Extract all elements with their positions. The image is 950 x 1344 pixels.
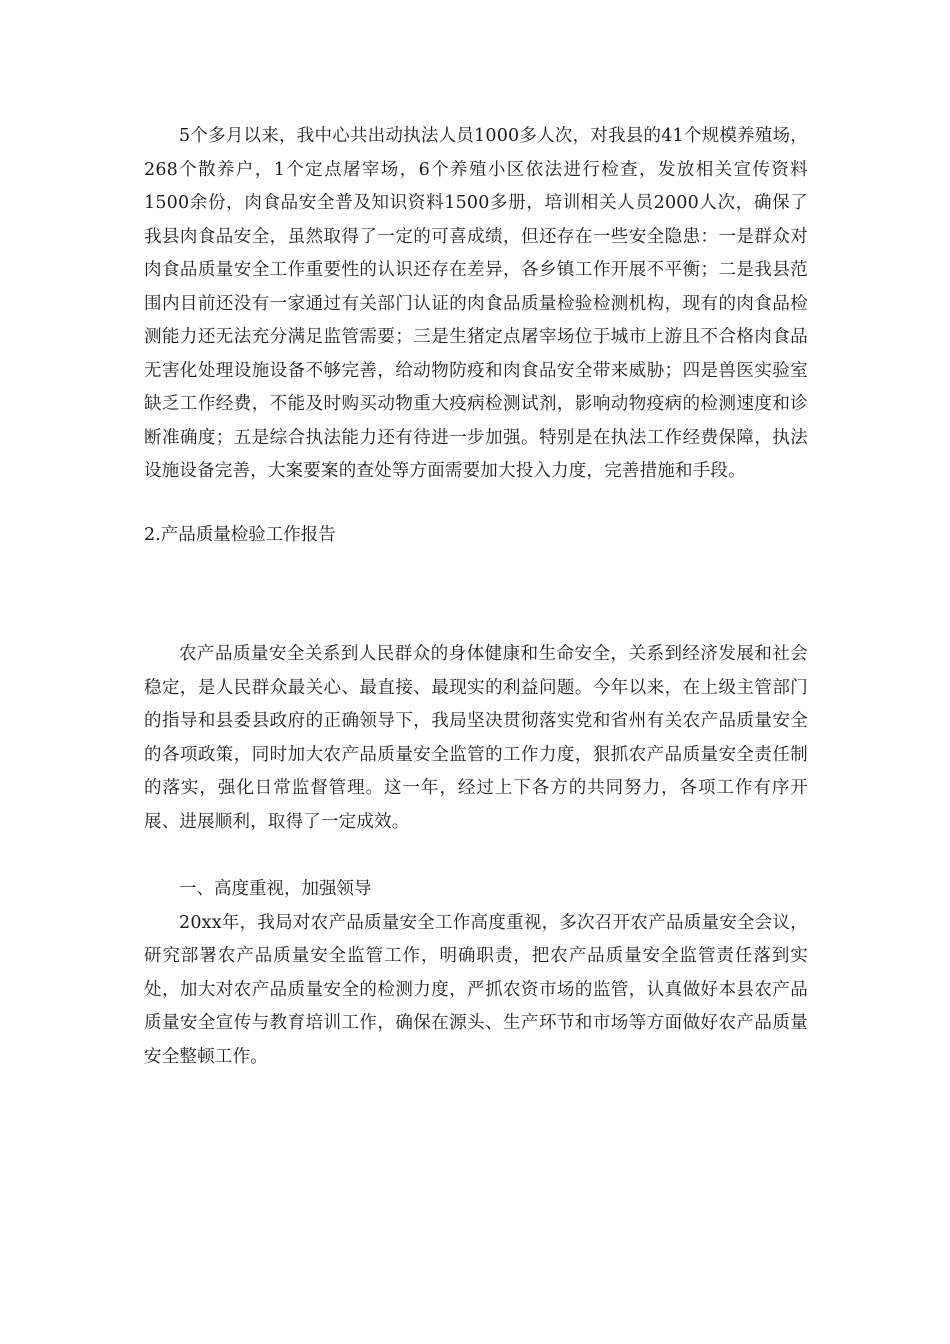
document-page bbox=[144, 120, 808, 1074]
paragraph-leadership-detail: 20xx年，我局对农产品质量安全工作高度重视，多次召开农产品质量安全会议，研究部署农产品质量安全监管工作，明确职责，把农产品质量安全监管责任落到实处，加大对农产品质量安全的检测力度，严抓农资市场的监管，认真做好本县农产品质量安全宣传与教育培训工作，确保在源头、生产环节和市场等方面做好农产品质量安全整顿工作。 bbox=[144, 912, 808, 1067]
paragraph-agri-product-intro: 农产品质量安全关系到人民群众的身体健康和生命安全，关系到经济发展和社会稳定，是人民群众最关心、最直接、最现实的利益问题。今年以来，在上级主管部门的指导和县委县政府的正确领导下，我局坚决贯彻落实党和省州有关农产品质量安全的各项政策，同时加大农产品质量安全监管的工作力度，狠抓农产品质量安全责任制的落实，强化日常监督管理。这一年，经过上下各方的共同努力，各项工作有序开展、进展顺利，取得了一定成效。 bbox=[144, 644, 808, 832]
subheading-leadership: 一、高度重视，加强领导 bbox=[179, 879, 372, 899]
section-heading: 2.产品质量检验工作报告 bbox=[144, 524, 336, 545]
paragraph-meat-safety-summary: 5个多月以来，我中心共出动执法人员1000多人次，对我县的41个规模养殖场，268个散养户，1个定点屠宰场，6个养殖小区依法进行检查，发放相关宣传资料1500余份，肉食品安全普及知识资料1500多册，培训相关人员2000人次，确保了我县肉食品安全，虽然取得了一定的可喜成绩，但还存在一些安全隐患：一是群众对肉食品质量安全工作重要性的认识还存在差异，各乡镇工作开展不平衡；二是我县范围内目前还没有一家通过有关部门认证的肉食品质量检验检测机构，现有的肉食品检测能力还无法充分满足监管需要；三是生猪定点屠宰场位于城市上游且不合格肉食品无害化处理设施设备不够完善，给动物防疫和肉食品安全带来威胁；四是兽医实验室缺乏工作经费，不能及时购买动物重大疫病检测试剂，影响动物疫病的检测速度和诊断准确度；五是综合执法能力还有待进一步加强。特别是在执法工作经费保障，执法设施设备完善，大案要案的查处等方面需要加大投入力度，完善措施和手段。 bbox=[144, 126, 808, 481]
